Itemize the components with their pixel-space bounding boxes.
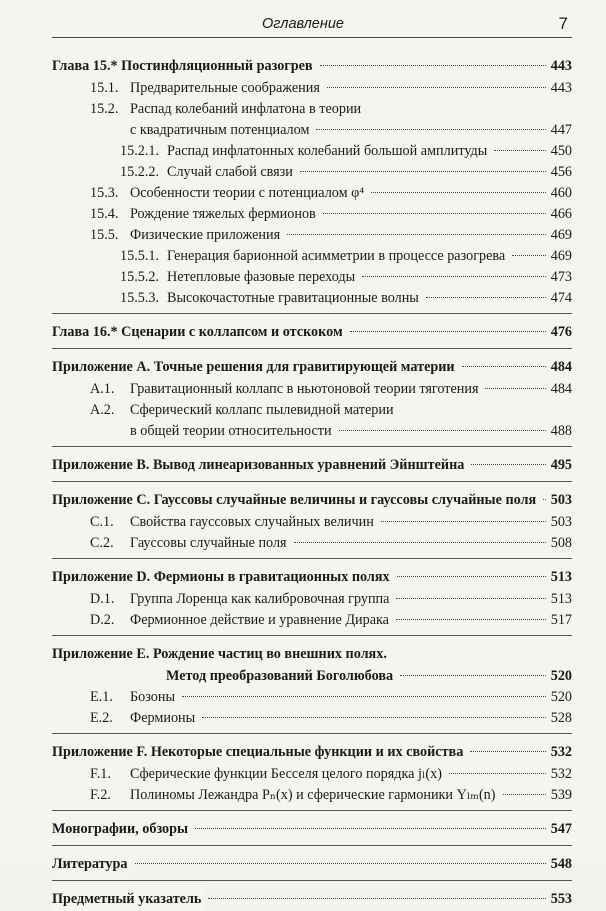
toc-separator	[52, 845, 572, 846]
toc-entry-number: 15.2.	[90, 101, 119, 117]
toc-entry-title: Физические приложения	[130, 227, 281, 243]
toc-entry-title: Приложение D. Фермионы в гравитационных полях	[52, 569, 390, 585]
toc-separator	[52, 348, 572, 349]
toc-page-number: 528	[550, 710, 572, 726]
toc-page-number: 513	[550, 569, 572, 585]
toc-page-number: 503	[550, 492, 572, 508]
toc-entry-number: 15.2.2.	[120, 164, 160, 180]
toc-separator	[52, 481, 572, 482]
toc-page-number: 466	[550, 206, 572, 222]
toc-entry-title: Предметный указатель	[52, 891, 202, 907]
toc-entry-title: Фермионное действие и уравнение Дирака	[130, 612, 389, 628]
toc-entry-title: Приложение B. Вывод линеаризованных уравнений Эйнштейна	[52, 457, 465, 473]
toc-entry-title: в общей теории относительности	[130, 423, 332, 439]
toc-separator	[52, 733, 572, 734]
toc-leader-dots	[323, 213, 546, 214]
page-number: 7	[558, 14, 568, 33]
toc-leader-dots	[543, 499, 546, 500]
toc-page-number: 548	[550, 856, 572, 872]
toc-page-number: 532	[550, 766, 572, 782]
toc-entry-title: Гравитационный коллапс в ньютоновой теории тяготения	[130, 381, 479, 397]
toc-page-number: 460	[550, 185, 572, 201]
toc-entry-number: A.1.	[90, 381, 115, 397]
toc-entry-number: E.1.	[90, 689, 113, 705]
toc-leader-dots	[327, 87, 546, 88]
toc-entry-title: Сферические функции Бесселя целого порядка jₗ(x)	[130, 766, 442, 782]
toc-entry-title: Приложение E. Рождение частиц во внешних полях.	[52, 646, 387, 662]
toc-separator	[52, 446, 572, 447]
toc-leader-dots	[202, 717, 546, 718]
toc-entry-title: Приложение F. Некоторые специальные функции и их свойства	[52, 744, 464, 760]
toc-leader-dots	[371, 192, 545, 193]
toc-entry-number: E.2.	[90, 710, 113, 726]
toc-entry-number: 15.2.1.	[120, 143, 160, 159]
toc-entry-title: Бозоны	[130, 689, 175, 705]
toc-entry-number: F.1.	[90, 766, 111, 782]
toc-chapter-entry[interactable]	[52, 565, 572, 589]
toc-chapter-entry[interactable]	[52, 320, 572, 344]
toc-entry-title: Предварительные соображения	[130, 80, 320, 96]
toc-leader-dots	[462, 366, 546, 367]
toc-leader-dots	[320, 65, 546, 66]
toc-entry-title: Приложение C. Гауссовы случайные величины и гауссовы случайные поля	[52, 492, 537, 508]
toc-leader-dots	[485, 388, 545, 389]
toc-page-number: 484	[550, 381, 572, 397]
toc-page-number: 484	[550, 359, 572, 375]
toc-leader-dots	[494, 150, 545, 151]
toc-entry[interactable]	[52, 162, 572, 183]
toc-page-number: 532	[550, 744, 572, 760]
toc-leader-dots	[381, 521, 546, 522]
toc-leader-dots	[195, 828, 546, 829]
toc-entry-title: Метод преобразований Боголюбова	[166, 668, 394, 684]
toc-entry-title: Нетепловые фазовые переходы	[167, 269, 356, 285]
toc-entry-title: Литература	[52, 856, 128, 872]
toc-entry-number: 15.1.	[90, 80, 119, 96]
toc-page-number: 520	[550, 668, 572, 684]
toc-entry-title: Рождение тяжелых фермионов	[130, 206, 316, 222]
toc-entry[interactable]	[52, 687, 572, 708]
toc-page-number: 539	[550, 787, 572, 803]
toc-entry-title: Особенности теории с потенциалом φ⁴	[130, 185, 365, 201]
toc-leader-dots	[397, 576, 546, 577]
table-of-contents	[52, 54, 572, 911]
toc-entry[interactable]	[52, 225, 572, 246]
toc-entry[interactable]	[52, 764, 572, 785]
toc-entry[interactable]	[52, 533, 572, 554]
toc-leader-dots	[287, 234, 546, 235]
toc-leader-dots	[182, 696, 546, 697]
toc-leader-dots	[471, 464, 545, 465]
toc-separator	[52, 810, 572, 811]
toc-page-number: 456	[550, 164, 572, 180]
toc-leader-dots	[316, 129, 545, 130]
toc-entry-number: F.2.	[90, 787, 111, 803]
toc-page-number: 488	[550, 423, 572, 439]
toc-entry-title: Монографии, обзоры	[52, 821, 189, 837]
toc-entry-title: Фермионы	[130, 710, 196, 726]
toc-entry[interactable]	[52, 708, 572, 729]
toc-entry[interactable]	[52, 120, 572, 141]
running-head-title: Оглавление	[262, 16, 344, 32]
toc-page-number: 547	[550, 821, 572, 837]
toc-entry-number: 15.3.	[90, 185, 119, 201]
toc-entry[interactable]	[52, 512, 572, 533]
toc-page-number: 443	[550, 80, 572, 96]
toc-page-number: 503	[550, 514, 572, 530]
toc-entry-title: Сферический коллапс пылевидной материи	[130, 402, 394, 418]
toc-leader-dots	[362, 276, 546, 277]
toc-entry-number: 15.5.3.	[120, 290, 160, 306]
toc-chapter-entry[interactable]	[52, 887, 572, 911]
toc-entry-title: с квадратичным потенциалом	[130, 122, 310, 138]
toc-entry-number: A.2.	[90, 402, 115, 418]
toc-entry-title: Свойства гауссовых случайных величин	[130, 514, 374, 530]
toc-separator	[52, 313, 572, 314]
toc-entry-number: 15.4.	[90, 206, 119, 222]
toc-entry-title: Приложение A. Точные решения для гравитирующей материи	[52, 359, 455, 375]
toc-leader-dots	[208, 898, 545, 899]
toc-entry[interactable]	[52, 246, 572, 267]
toc-page-number: 520	[550, 689, 572, 705]
toc-entry-title: Случай слабой связи	[167, 164, 293, 180]
toc-leader-dots	[350, 331, 546, 332]
toc-entry[interactable]	[52, 288, 572, 309]
running-head	[52, 15, 572, 38]
toc-chapter-entry[interactable]	[52, 642, 572, 666]
toc-entry-title: Распад инфлатонных колебаний большой амплитуды	[167, 143, 488, 159]
toc-chapter-entry[interactable]	[52, 488, 572, 512]
toc-entry[interactable]	[52, 267, 572, 288]
toc-entry-title: Генерация барионной асимметрии в процессе разогрева	[167, 248, 506, 264]
toc-entry-number: 15.5.2.	[120, 269, 160, 285]
toc-entry-title: Глава 16.* Сценарии с коллапсом и отскоком	[52, 324, 343, 340]
toc-chapter-entry[interactable]	[52, 453, 572, 477]
toc-leader-dots	[400, 675, 546, 676]
toc-separator	[52, 635, 572, 636]
toc-separator	[52, 880, 572, 881]
toc-chapter-entry[interactable]	[52, 852, 572, 876]
toc-entry-title: Полиномы Лежандра Pₙ(x) и сферические гармоники Yₗₘ(n)	[130, 787, 496, 803]
toc-page-number: 476	[550, 324, 572, 340]
toc-entry[interactable]	[52, 379, 572, 400]
toc-entry[interactable]	[52, 99, 572, 120]
toc-entry-title: Группа Лоренца как калибровочная группа	[130, 591, 390, 607]
toc-entry[interactable]	[52, 785, 572, 806]
toc-entry-title: Распад колебаний инфлатона в теории	[130, 101, 362, 117]
toc-page-number: 517	[550, 612, 572, 628]
toc-leader-dots	[503, 794, 546, 795]
toc-separator	[52, 558, 572, 559]
toc-entry[interactable]	[52, 421, 572, 442]
toc-entry[interactable]	[52, 589, 572, 610]
toc-leader-dots	[135, 863, 546, 864]
toc-chapter-entry[interactable]	[52, 817, 572, 841]
toc-leader-dots	[294, 542, 546, 543]
toc-page-number: 513	[550, 591, 572, 607]
toc-page-number: 495	[550, 457, 572, 473]
toc-chapter-entry[interactable]	[52, 740, 572, 764]
toc-page-number: 473	[550, 269, 572, 285]
toc-entry-title: Глава 15.* Постинфляционный разогрев	[52, 58, 313, 74]
toc-leader-dots	[396, 619, 546, 620]
toc-entry[interactable]	[52, 78, 572, 99]
toc-leader-dots	[470, 751, 545, 752]
toc-entry[interactable]	[52, 204, 572, 225]
toc-entry[interactable]	[52, 400, 572, 421]
toc-entry-number: D.1.	[90, 591, 115, 607]
toc-page-number: 447	[550, 122, 572, 138]
toc-leader-dots	[339, 430, 546, 431]
toc-entry-number: C.2.	[90, 535, 114, 551]
toc-entry[interactable]	[52, 666, 572, 687]
toc-page-number: 469	[550, 227, 572, 243]
toc-page-number: 474	[550, 290, 572, 306]
toc-entry-number: C.1.	[90, 514, 114, 530]
toc-leader-dots	[426, 297, 546, 298]
toc-entry[interactable]	[52, 183, 572, 204]
toc-leader-dots	[449, 773, 546, 774]
toc-entry[interactable]	[52, 610, 572, 631]
toc-page-number: 553	[550, 891, 572, 907]
toc-leader-dots	[512, 255, 545, 256]
toc-page-number: 443	[550, 58, 572, 74]
toc-entry[interactable]	[52, 141, 572, 162]
toc-page-number: 508	[550, 535, 572, 551]
toc-entry-title: Гауссовы случайные поля	[130, 535, 287, 551]
toc-chapter-entry[interactable]	[52, 54, 572, 78]
toc-entry-title: Высокочастотные гравитационные волны	[167, 290, 419, 306]
toc-chapter-entry[interactable]	[52, 355, 572, 379]
toc-entry-number: 15.5.	[90, 227, 119, 243]
toc-page-number: 450	[550, 143, 572, 159]
toc-page-number: 469	[550, 248, 572, 264]
toc-entry-number: 15.5.1.	[120, 248, 160, 264]
toc-entry-number: D.2.	[90, 612, 115, 628]
toc-leader-dots	[300, 171, 546, 172]
toc-leader-dots	[396, 598, 545, 599]
